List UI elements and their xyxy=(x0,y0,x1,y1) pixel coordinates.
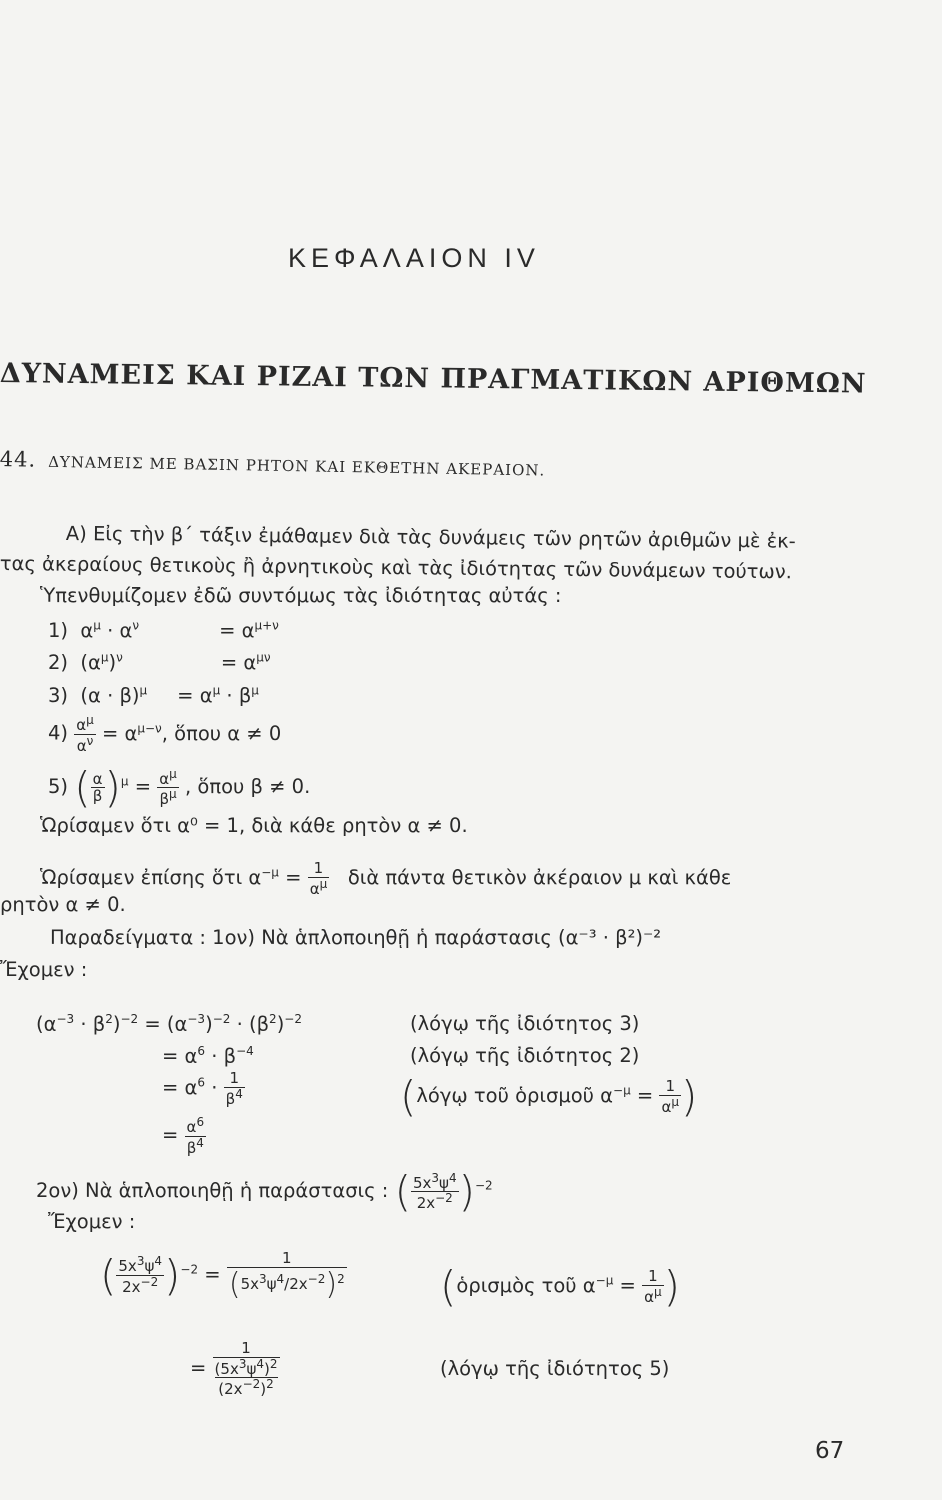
example-1-echomen: Ἔχομεν : xyxy=(0,958,88,981)
paragraph-line-1: Α) Εἰς τὴν β΄ τάξιν ἐμάθαμεν διὰ τὰς δυνάμεις τῶν ρητῶν ἀριθμῶν μὲ ἐκ- xyxy=(65,522,796,553)
example-2-step-1: ( $\frac{5x^3\psi^4}{2x^{-2}}$ )$^{-2}$ = $\frac{1}{(5x^3\psi^4/2x^{-2})^2}$ xyxy=(100,1249,345,1302)
page-number: 67 xyxy=(815,1438,845,1464)
property-1: 1) $\alpha^\mu \cdot \alpha^\nu = \alpha^{\mu+\nu}$ xyxy=(48,618,279,642)
chapter-heading: ΚΕΦΑΛΑΙΟΝ IV xyxy=(288,243,540,273)
example-1-step-2: = $\alpha^6 \cdot \beta^{-4}$ xyxy=(162,1044,254,1068)
example-1-step-3: = $\alpha^6$ · $\frac{1}{\beta^4}$ xyxy=(162,1069,243,1108)
example-2-intro-text: 2ον) Νὰ ἁπλοποιηθῇ ἡ παράστασις : xyxy=(36,1179,389,1202)
example-2-echomen: Ἔχομεν : xyxy=(48,1210,136,1233)
example-2-step-2: = 1 $(5x^3\psi^4)^2$ $(2x^{-2})^2$ xyxy=(190,1339,278,1398)
section-title: ΔΥΝΑΜΕΙΣ ΜΕ ΒΑΣΙΝ ΡΗΤΟΝ ΚΑΙ ΕΚΘΕΤΗΝ ΑΚΕΡΑΙΟΝ. xyxy=(47,452,546,480)
paragraph-line-3: Ὑπενθυμίζομεν ἐδῶ συντόμως τὰς ἰδιότητας αὐτάς : xyxy=(40,584,562,607)
example-1-step-4: = $\frac{\alpha^6}{\beta^4}$ xyxy=(162,1115,205,1157)
chapter-title: ΔΥΝΑΜΕΙΣ ΚΑΙ ΡΙΖΑΙ ΤΩΝ ΠΡΑΓΜΑΤΙΚΩΝ ΑΡΙΘΜΩΝ xyxy=(0,358,867,400)
example-1-note-3: (λόγῳ τοῦ ὁρισμοῦ $\alpha^{-\mu}$ = $\frac{1}{\alpha^\mu}$ ) xyxy=(400,1072,698,1121)
example-2-intro: 2ον) Νὰ ἁπλοποιηθῇ ἡ παράστασις : ( $\frac{5x^3\psi^4}{2x^{-2}}$ )$^{-2}$ xyxy=(36,1167,493,1216)
property-5: 5) ( $\frac{\alpha}{\beta}$ )$^\mu$ = $\frac{\alpha^\mu}{\beta^\mu}$ , ὅπου β ≠ 0. xyxy=(48,763,311,812)
example-1-intro: Παραδείγματα : 1ον) Νὰ ἁπλοποιηθῇ ἡ παράστασις (α⁻³ · β²)⁻² xyxy=(50,926,662,949)
example-1-step-1: $(\alpha^{-3} \cdot \beta^2)^{-2} = (\alpha^{-3})^{-2} \cdot (\beta^2)^{-2}$ xyxy=(36,1012,302,1036)
paragraph-line-2: τας ἀκεραίους θετικοὺς ἢ ἀρνητικοὺς καὶ τὰς ἰδιότητας τῶν δυνάμεων τούτων. xyxy=(0,552,793,584)
example-1-note-1: (λόγῳ τῆς ἰδιότητος 3) xyxy=(410,1012,640,1035)
example-2-note-2: (λόγῳ τῆς ἰδιότητος 5) xyxy=(440,1357,670,1380)
example-1-note-2: (λόγῳ τῆς ἰδιότητος 2) xyxy=(410,1044,640,1067)
definition-negative-exponent-cont: ρητὸν α ≠ 0. xyxy=(0,893,126,916)
section-heading xyxy=(0,447,545,481)
section-number: 44. xyxy=(0,447,37,472)
definition-negative-exponent: Ὡρίσαμεν ἐπίσης ὅτι $\alpha^{-\mu}$ = $\frac{1}{\alpha^\mu}$ διὰ πάντα θετικὸν ἀκέραιον μ καὶ κάθε xyxy=(40,859,732,898)
definition-zero-exponent: Ὡρίσαμεν ὅτι α⁰ = 1, διὰ κάθε ρητὸν α ≠ 0. xyxy=(40,814,468,837)
property-2: 2) $(\alpha^\mu)^\nu = \alpha^{\mu\nu}$ xyxy=(48,650,271,674)
property-4: 4) $\frac{\alpha^\mu}{\alpha^\nu}$ = $\alpha^{\mu-\nu}$, ὅπου α ≠ 0 xyxy=(48,713,282,755)
property-3: 3) $(\alpha \cdot \beta)^\mu = \alpha^\mu \cdot \beta^\mu$ xyxy=(48,683,259,707)
example-2-note-1: (ὁρισμὸς τοῦ $\alpha^{-\mu}$ = $\frac{1}{\alpha^\mu}$ ) xyxy=(440,1262,681,1311)
